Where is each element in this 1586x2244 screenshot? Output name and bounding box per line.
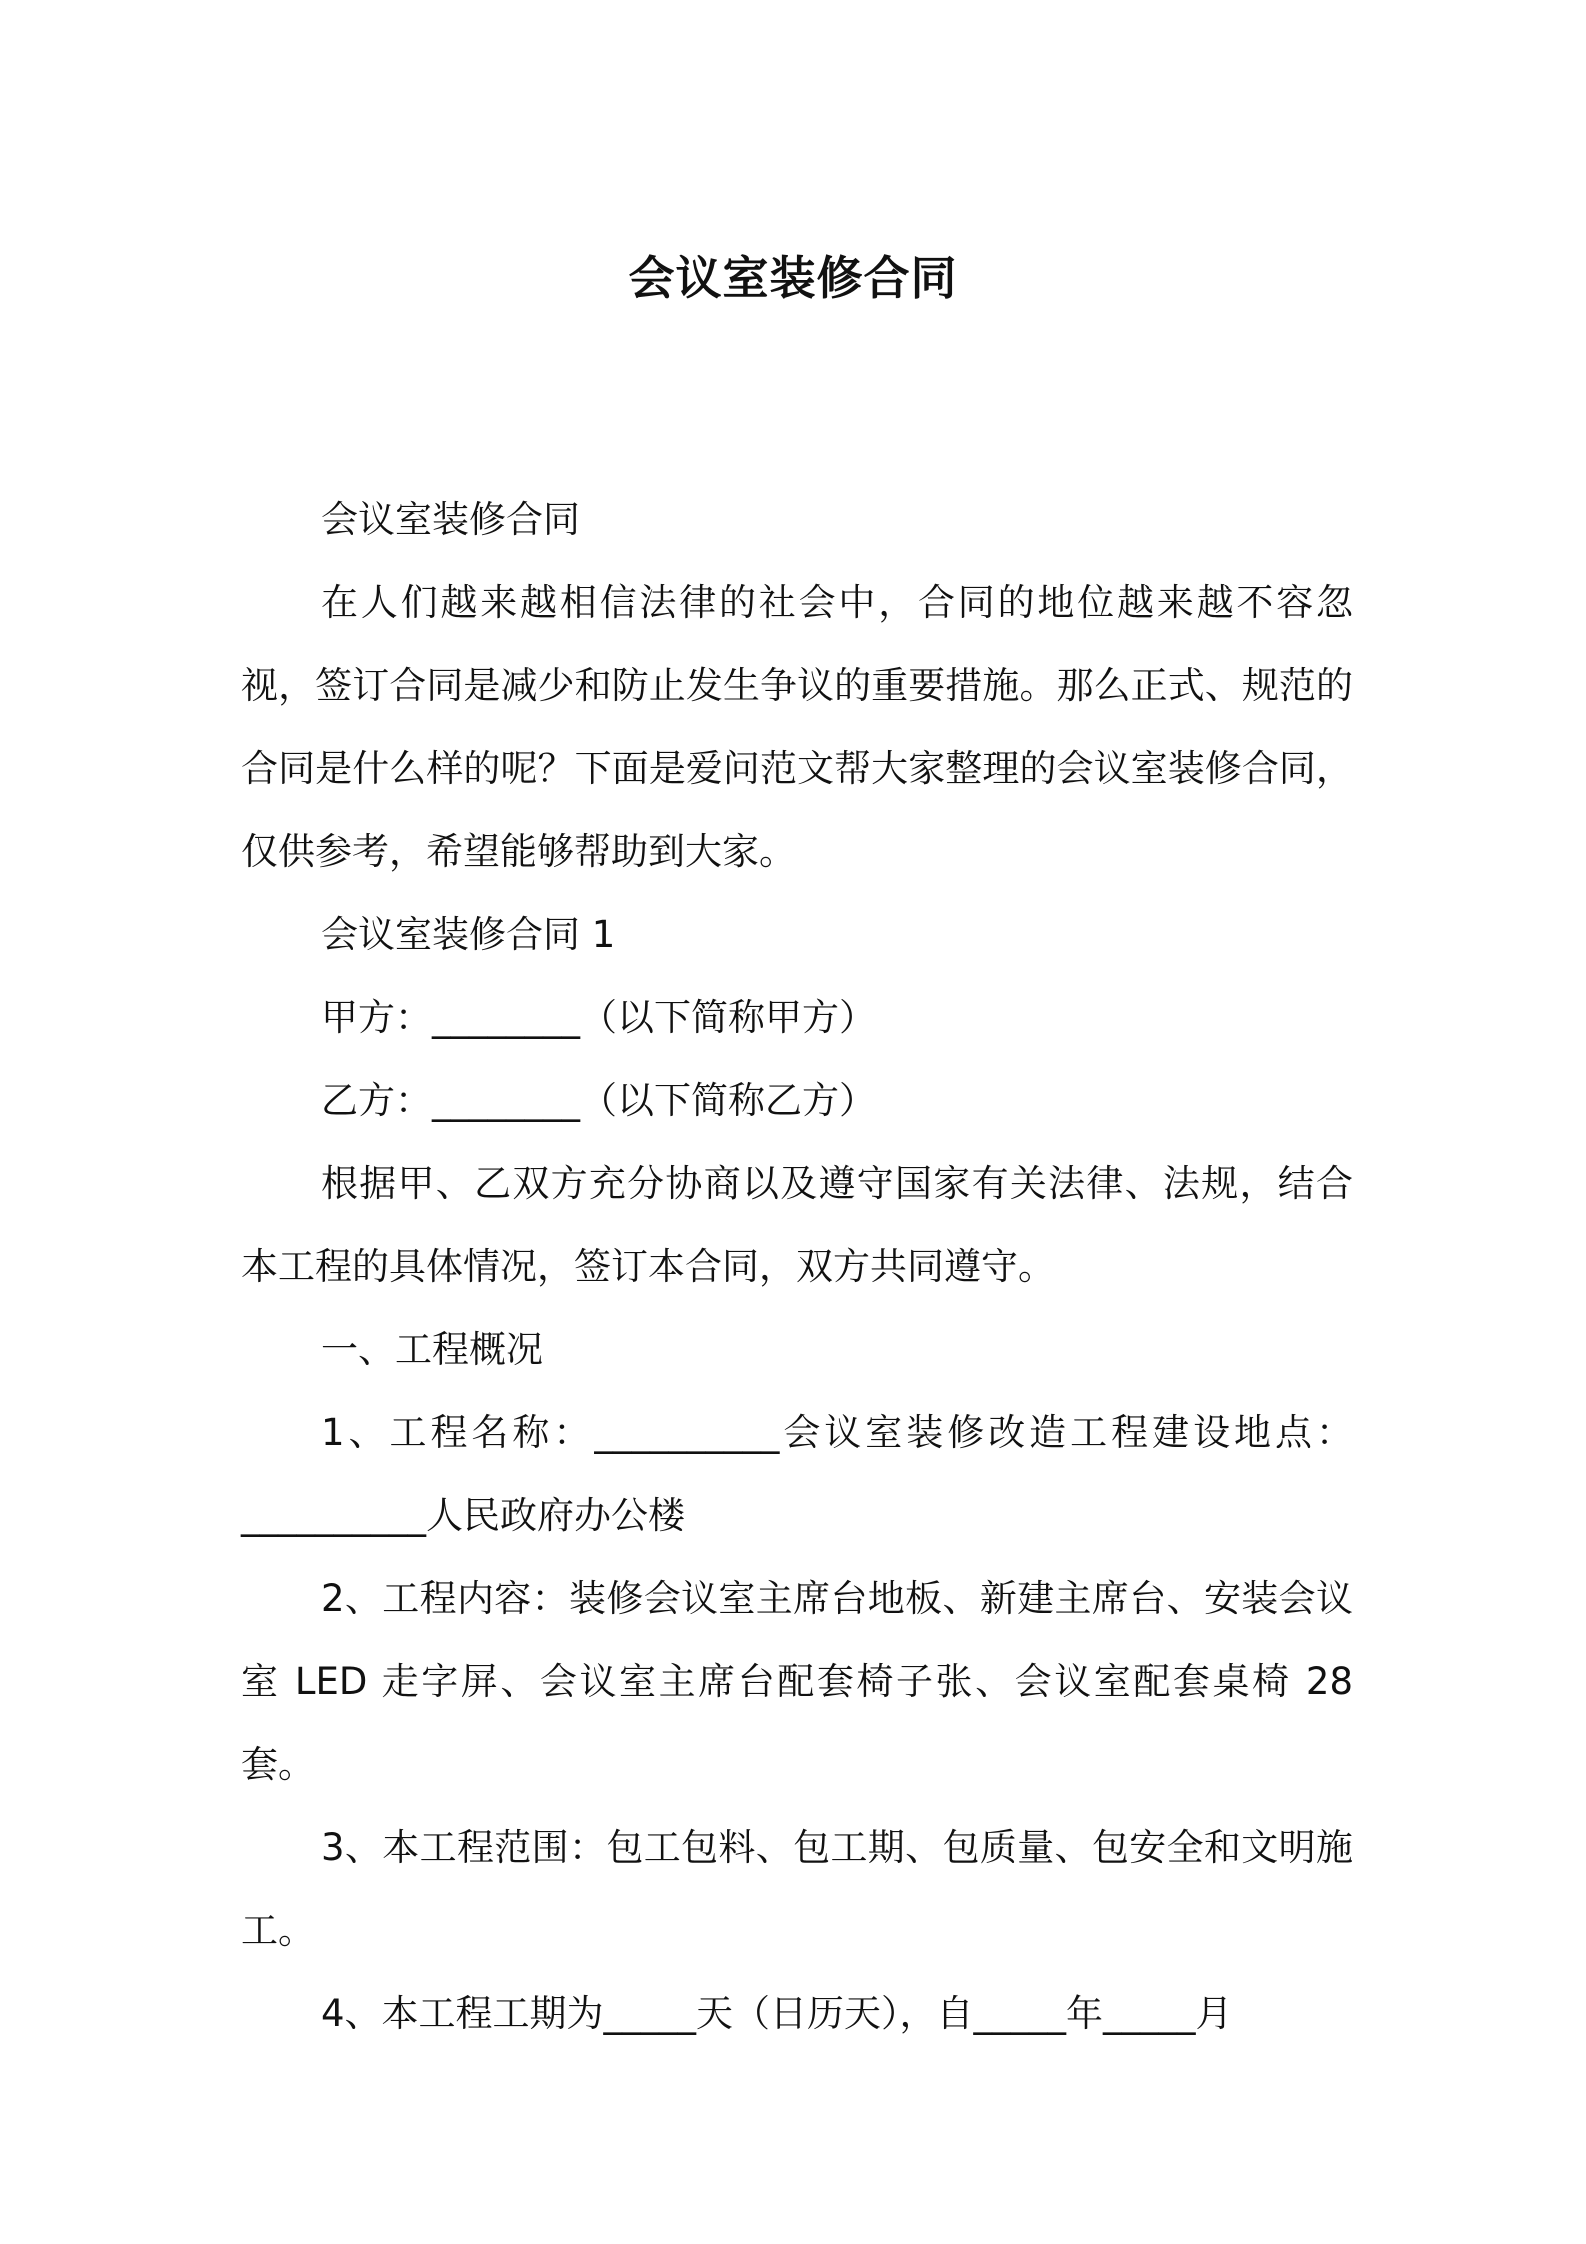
paragraph-intro: 在人们越来越相信法律的社会中，合同的地位越来越不容忽视，签订合同是减少和防止发生争议的重要措施。那么正式、规范的合同是什么样的呢？下面是爱问范文帮大家整理的会议室装修合同，仅供参考，希望能够帮助到大家。 <box>241 581 1353 873</box>
paragraph-project-scope: 3、本工程范围：包工包料、包工期、包质量、包安全和文明施工。 <box>241 1826 1353 1952</box>
paragraph-party-a: 甲方：________（以下简称甲方） <box>321 996 876 1039</box>
paragraph-project-duration: 4、本工程工期为_____天（日历天），自_____年_____月 <box>321 1992 1233 2035</box>
document-body <box>241 478 1353 2055</box>
paragraph-project-name: 1、工程名称：__________会议室装修改造工程建设地点：__________人民政府办公楼 <box>241 1411 1353 1537</box>
paragraph-party-b: 乙方：________（以下简称乙方） <box>321 1079 876 1122</box>
paragraph-contract-heading: 会议室装修合同 1 <box>321 913 616 956</box>
section-heading-overview: 一、工程概况 <box>321 1328 543 1371</box>
document-title: 会议室装修合同 <box>628 251 958 305</box>
paragraph-project-content: 2、工程内容：装修会议室主席台地板、新建主席台、安装会议室 LED 走字屏、会议室主席台配套椅子张、会议室配套桌椅 28 套。 <box>241 1577 1353 1786</box>
paragraph-basis: 根据甲、乙双方充分协商以及遵守国家有关法律、法规，结合本工程的具体情况，签订本合同，双方共同遵守。 <box>241 1162 1353 1288</box>
paragraph-subtitle: 会议室装修合同 <box>321 498 580 541</box>
